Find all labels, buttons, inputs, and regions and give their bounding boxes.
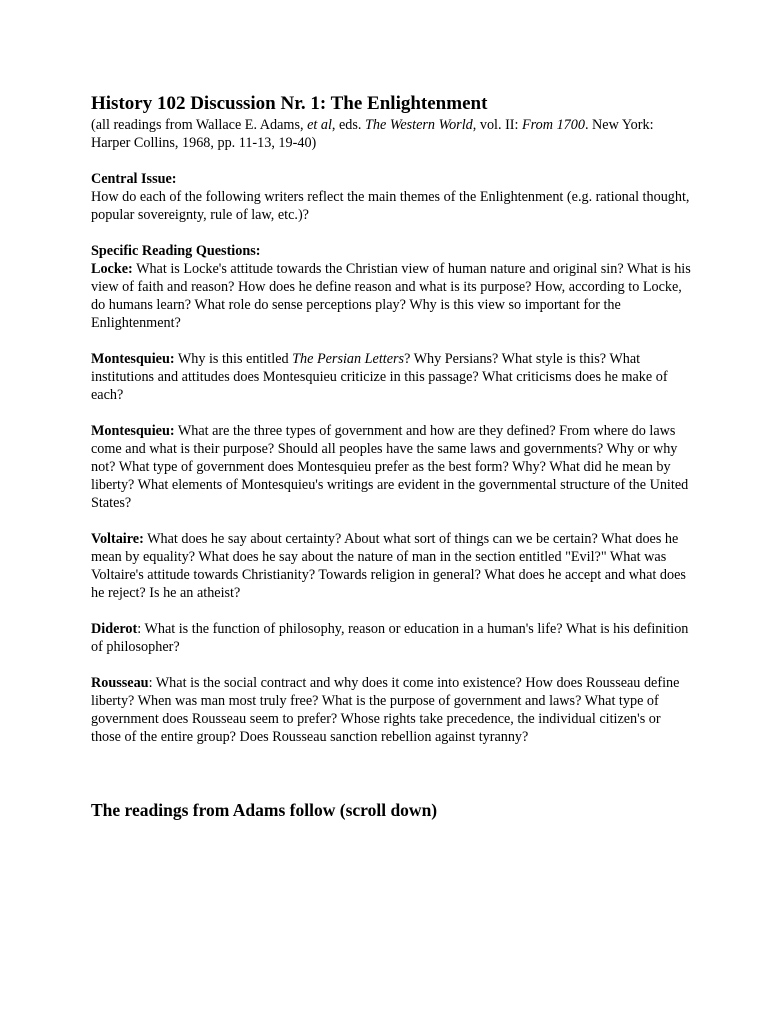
question-text-montesquieu-1b: ? Why Persians? What style is this? What institutions and attitudes does Montesquieu criticize in this passage? What criticisms does he make of each? bbox=[91, 351, 668, 403]
citation-book-title: The Western World bbox=[365, 117, 473, 133]
question-text-diderot: : What is the function of philosophy, reason or education in a human's life? What is his definition of philosopher? bbox=[91, 621, 689, 655]
readings-follow-heading: The readings from Adams follow (scroll down) bbox=[91, 800, 438, 820]
document-page bbox=[91, 92, 691, 820]
citation-part-1: (all readings from Wallace E. Adams, bbox=[91, 117, 308, 133]
question-text-voltaire: What does he say about certainty? About what sort of things can we be certain? What does he mean by equality? What does he say about the nature of man in the section entitled "Evil?" What was Voltaire's attitude towards Christianity? Towards religion in general? What does he accept and what does he reject? Is he an atheist? bbox=[91, 531, 686, 601]
question-label-locke: Locke: bbox=[91, 261, 133, 277]
question-label-rousseau: Rousseau bbox=[91, 675, 149, 691]
question-locke bbox=[91, 260, 691, 332]
specific-questions-section bbox=[91, 242, 691, 332]
citation bbox=[91, 116, 691, 152]
question-label-diderot: Diderot bbox=[91, 621, 138, 637]
question-label-voltaire: Voltaire: bbox=[91, 531, 144, 547]
question-text-montesquieu-1a: Why is this entitled bbox=[174, 351, 293, 367]
central-issue-section bbox=[91, 170, 691, 224]
central-issue-text: How do each of the following writers reflect the main themes of the Enlightenment (e.g. rational thought, popular sovereignty, rule of law, etc.)? bbox=[91, 189, 690, 223]
central-issue-heading: Central Issue: bbox=[91, 171, 177, 187]
question-diderot bbox=[91, 620, 691, 656]
question-text-montesquieu-2: What are the three types of government and how are they defined? From where do laws come and what is their purpose? Should all peoples have the same laws and governments? Why or why not? What type of government does Montesquieu prefer as the best form? Why? What did he mean by liberty? What elements of Montesquieu's writings are evident in the governmental structure of the United States? bbox=[91, 423, 689, 511]
citation-part-3: , vol. II: bbox=[472, 117, 523, 133]
question-text-locke: What is Locke's attitude towards the Christian view of human nature and original sin? What is his view of faith and reason? How does he define reason and what is its purpose? How, according to Locke, do humans learn? What role do sense perceptions play? Why is this view so important for the Enlightenment? bbox=[91, 261, 691, 331]
question-montesquieu-persian bbox=[91, 350, 691, 404]
question-montesquieu-government bbox=[91, 422, 691, 512]
citation-etal: et al bbox=[307, 117, 332, 133]
document-title: History 102 Discussion Nr. 1: The Enlightenment bbox=[91, 93, 488, 114]
question-rousseau bbox=[91, 674, 691, 746]
question-label-montesquieu-1: Montesquieu: bbox=[91, 351, 175, 367]
citation-part-4: . New York: Harper Collins, 1968, pp. 11-13, 19-40) bbox=[91, 117, 654, 151]
question-text-rousseau: : What is the social contract and why does it come into existence? How does Rousseau define liberty? When was man most truly free? What is the purpose of government and laws? What type of government does Rousseau seem to prefer? Whose rights take precedence, the individual citizen's or those of the entire group? Does Rousseau sanction rebellion against tyranny? bbox=[91, 675, 680, 745]
specific-questions-heading: Specific Reading Questions: bbox=[91, 243, 261, 259]
question-italic-persian-letters: The Persian Letters bbox=[292, 351, 405, 367]
question-label-montesquieu-2: Montesquieu: bbox=[91, 423, 175, 439]
question-voltaire bbox=[91, 530, 691, 602]
citation-part-2: , eds. bbox=[331, 117, 366, 133]
citation-volume-subtitle: From 1700 bbox=[522, 117, 585, 133]
